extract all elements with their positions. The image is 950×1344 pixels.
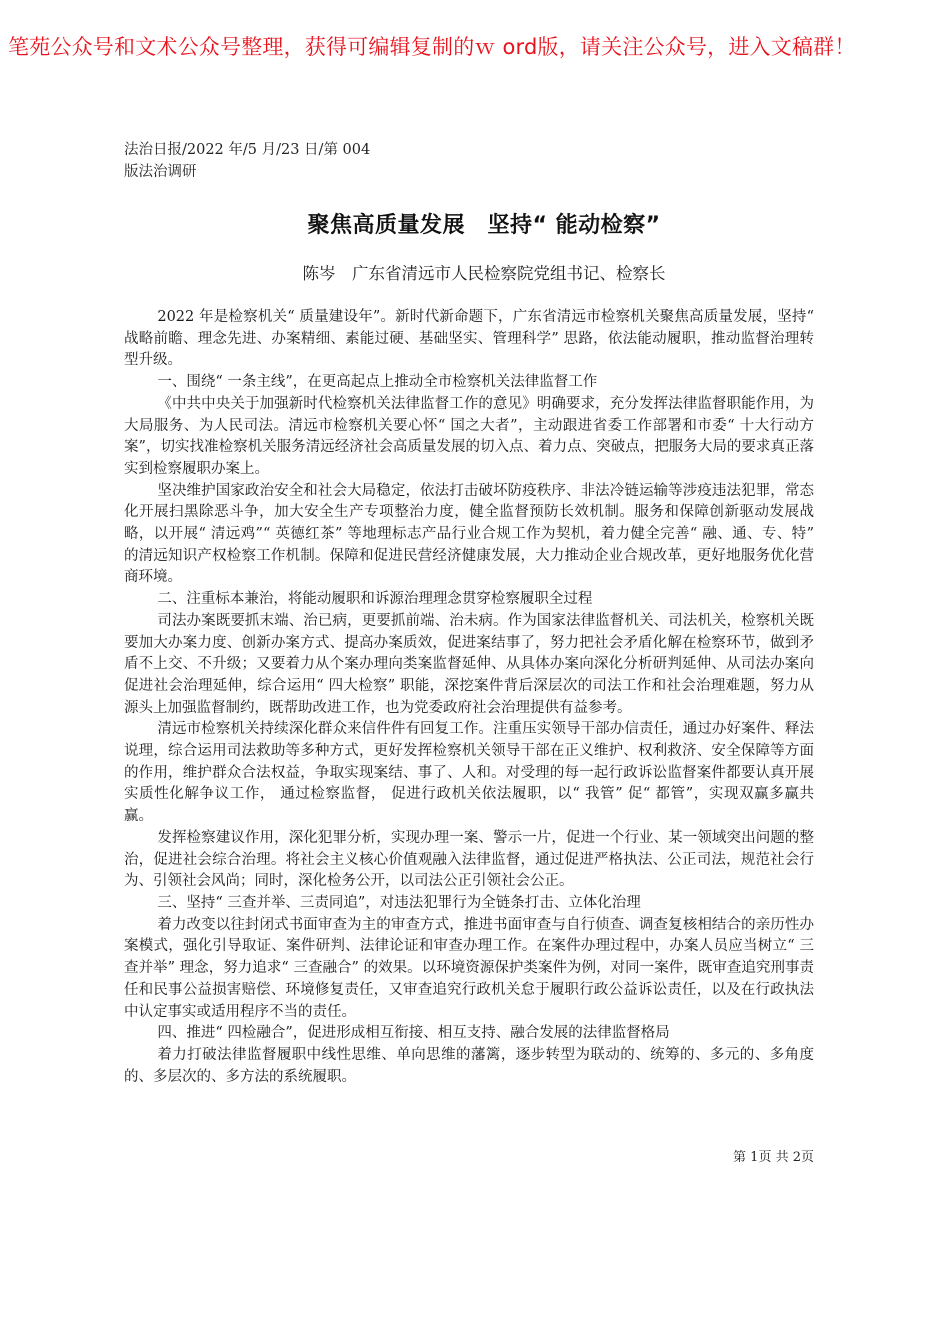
source-line-1: 法治日报/2022 年/5 月/23 日/第 004	[124, 142, 371, 158]
section-heading: 三、坚持“ 三查并举、三责同追”，对违法犯罪行为全链条打击、立体化治理	[157, 894, 641, 911]
section-heading: 一、围绕“ 一条主线”，在更高起点上推动全市检察机关法律监督工作	[157, 374, 598, 391]
paragraph: 发挥检察建议作用，深化犯罪分析，实现办理一案、警示一片，促进一个行业、某一领域突出问题的整治，促进社会综合治理。将社会主义核心价值观融入法律监督，通过促进严格执法、公正司法，规范社会行为、引领社会风尚；同时，深化检务公开，以司法公正引领社会公正。	[124, 829, 814, 890]
page-number: 第 1页 共 2页	[733, 1150, 814, 1165]
section-heading: 四、推进“ 四检融合”，促进形成相互衔接、相互支持、融合发展的法律监督格局	[157, 1025, 670, 1042]
section-heading: 二、注重标本兼治，将能动履职和诉源治理理念贯穿检察履职全过程	[157, 591, 593, 608]
source-info	[124, 139, 370, 183]
promo-banner: 笔苑公众号和文术公众号整理，获得可编辑复制的ｗ ord版，请关注公众号，进入文稿群！	[8, 35, 856, 59]
article-author: 陈岑 广东省清远市人民检察院党组书记、检察长	[302, 264, 666, 283]
paragraph: 着力改变以往封闭式书面审查为主的审查方式，推进书面审查与自行侦查、调查复核相结合的亲历性办案模式，强化引导取证、案件研判、法律论证和审查办理工作。在案件办理过程中，办案人员应当树立“ 三查并举” 理念，努力追求“ 三查融合” 的效果。以环境资源保护类案件为例，对同一案件，既审查追究刑事责任和民事公益损害赔偿、环境修复责任，又审查追究行政机关怠于履职行政公益诉讼责任，以及在行政执法中认定事实或适用程序不当的责任。	[124, 916, 814, 1020]
source-line-2: 版法治调研	[124, 164, 197, 180]
paragraph: 着力打破法律监督履职中线性思维、单向思维的藩篱，逐步转型为联动的、统筹的、多元的、多角度的、多层次的、多方法的系统履职。	[124, 1046, 814, 1085]
article-title: 聚焦高质量发展 坚持“ 能动检察”	[307, 213, 661, 238]
paragraph: 司法办案既要抓末端、治已病，更要抓前端、治未病。作为国家法律监督机关、司法机关，检察机关既要加大办案力度、创新办案方式、提高办案质效，促进案结事了，努力把社会矛盾化解在检察环节，做到矛盾不上交、不升级；又要着力从个案办理向类案监督延伸、从具体办案向深化分析研判延伸、从司法办案向促进社会治理延伸，综合运用“ 四大检察” 职能，深挖案件背后深层次的司法工作和社会治理难题，努力从源头上加强监督制约，既帮助改进工作，也为党委政府社会治理提供有益参考。	[124, 612, 814, 716]
paragraph: 坚决维护国家政治安全和社会大局稳定，依法打击破坏防疫秩序、非法冷链运输等涉疫违法犯罪，常态化开展扫黑除恶斗争，加大安全生产专项整治力度，健全监督预防长效机制。服务和保障创新驱动发展战略，以开展“ 清远鸡”“ 英德红茶” 等地理标志产品行业合规工作为契机，着力健全完善“ 融、通、专、特” 的清远知识产权检察工作机制。保障和促进民营经济健康发展，大力推动企业合规改革，更好地服务优化营商环境。	[124, 482, 814, 586]
article-body	[124, 307, 814, 1088]
paragraph: 2022 年是检察机关“ 质量建设年”。新时代新命题下，广东省清远市检察机关聚焦高质量发展，坚持“ 战略前瞻、理念先进、办案精细、素能过硬、基础坚实、管理科学” 思路，依法能动履职，推动监督治理转型升级。	[124, 309, 814, 369]
paragraph: 《中共中央关于加强新时代检察机关法律监督工作的意见》明确要求，充分发挥法律监督职能作用，为大局服务、为人民司法。清远市检察机关要心怀“ 国之大者”，主动跟进省委工作部署和市委“ 十大行动方案”，切实找准检察机关服务清远经济社会高质量发展的切入点、着力点、突破点，把服务大局的要求真正落实到检察履职办案上。	[124, 395, 814, 477]
paragraph: 清远市检察机关持续深化群众来信件件有回复工作。注重压实领导干部办信责任，通过办好案件、释法说理，综合运用司法救助等多种方式，更好发挥检察机关领导干部在正义维护、权利救济、安全保障等方面的作用，维护群众合法权益，争取实现案结、事了、人和。对受理的每一起行政诉讼监督案件都要认真开展实质性化解争议工作， 通过检察监督， 促进行政机关依法履职，以“ 我管” 促“ 都管”，实现双赢多赢共赢。	[124, 721, 814, 825]
